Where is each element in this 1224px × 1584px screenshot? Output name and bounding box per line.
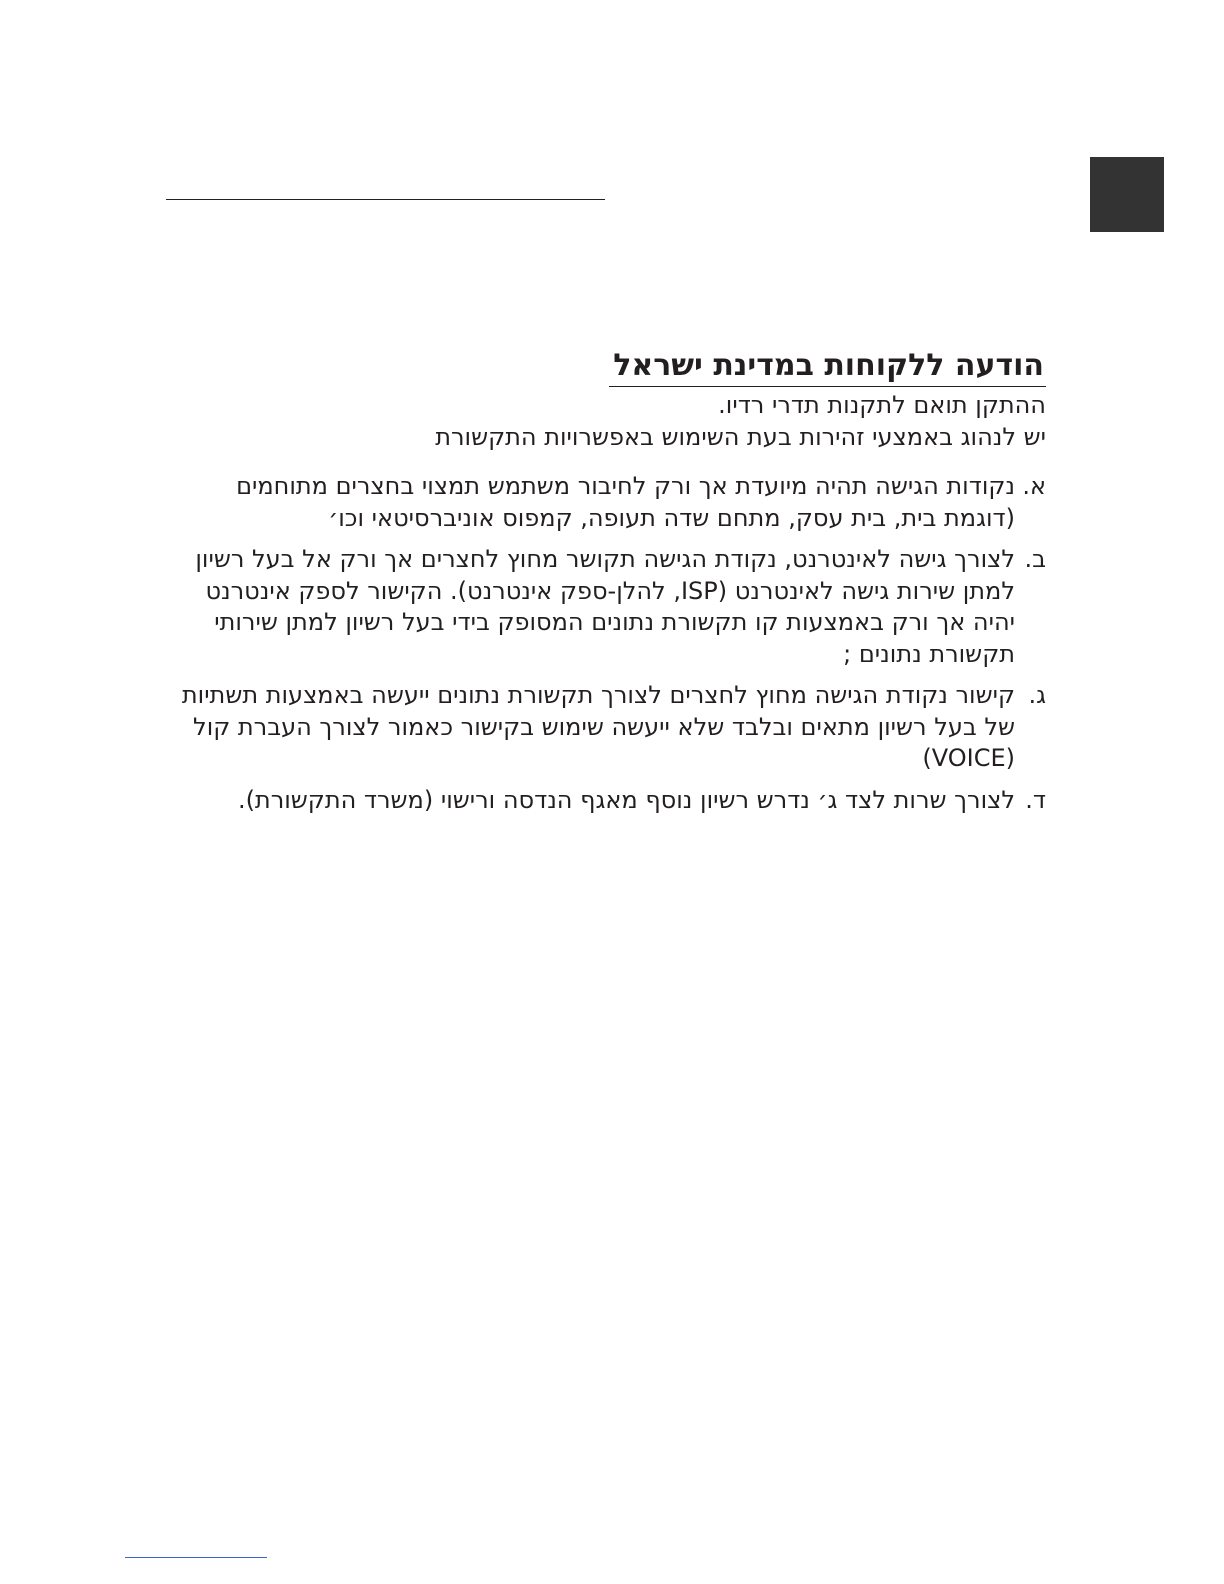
- item-marker: א.: [1022, 472, 1046, 500]
- israel-notice-section: [166, 346, 1046, 826]
- notice-items-list: [166, 471, 1046, 816]
- intro-line-compliance: ההתקן תואם לתקנות תדרי רדיו.: [718, 391, 1046, 419]
- top-divider-line: [166, 199, 605, 200]
- notice-heading: הודעה ללקוחות במדינת ישראל: [609, 346, 1046, 387]
- section-tab-marker: [1090, 157, 1164, 232]
- item-marker: ב.: [1024, 545, 1046, 573]
- item-text: קישור נקודת הגישה מחוץ לחצרים לצורך תקשורת נתונים ייעשה באמצעות תשתיות של בעל רשיון מתאים ובלבד שלא ייעשה שימוש בקישור כאמור לצורך העברת קול (VOICE): [181, 681, 1015, 772]
- item-text: נקודות הגישה תהיה מיועדת אך ורק לחיבור משתמש תמצוי בחצרים מתוחמים (דוגמת בית, בית עסק, מתחם שדה תעופה, קמפוס אוניברסיטאי וכו׳: [236, 472, 1015, 532]
- item-marker: ג.: [1028, 681, 1046, 709]
- list-item: [166, 544, 1046, 670]
- item-text: לצורך שרות לצד ג׳ נדרש רשיון נוסף מאגף הנדסה ורישוי (משרד התקשורת).: [237, 785, 1015, 814]
- list-item: [166, 471, 1046, 534]
- footer-link-underline: [125, 1557, 267, 1558]
- item-marker: ד.: [1025, 785, 1046, 814]
- list-item: [166, 785, 1046, 817]
- list-item: [166, 680, 1046, 775]
- item-text: לצורך גישה לאינטרנט, נקודת הגישה תקושר מחוץ לחצרים אך ורק אל בעל רשיון למתן שירות גישה לאינטרנט (ISP, להלן-ספק אינטרנט). הקישור לספק אינטרנט יהיה אך ורק באמצעות קו תקשורת נתונים המסופק בידי בעל רשיון למתן שירותי תקשורת נתונים ;: [195, 545, 1015, 668]
- intro-line-precautions: יש לנהוג באמצעי זהירות בעת השימוש באפשרויות התקשורת: [435, 423, 1046, 451]
